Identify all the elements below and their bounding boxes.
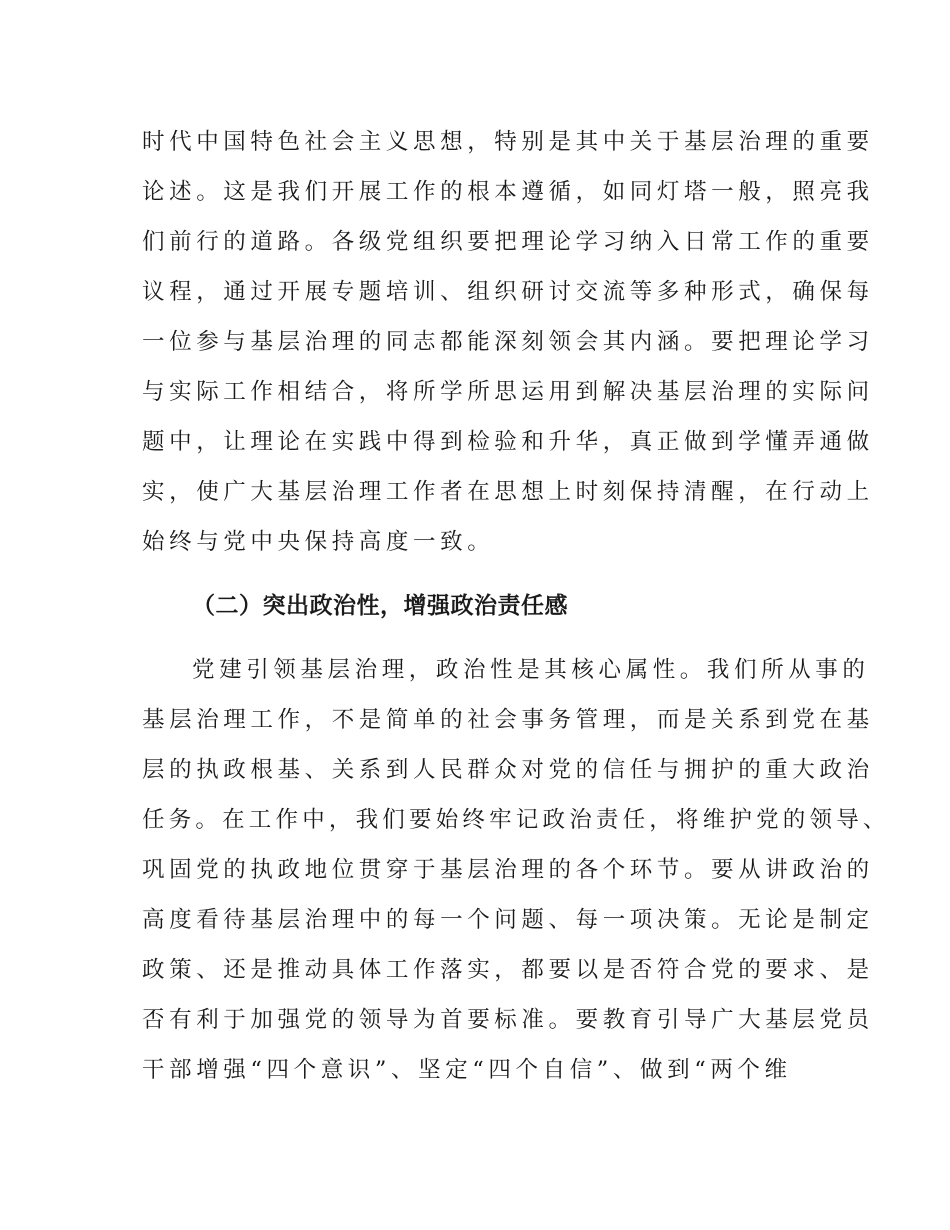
paragraph-line: 时代中国特色社会主义思想，特别是其中关于基层治理的重要 <box>142 129 874 155</box>
paragraph-line: 巩固党的执政地位贯穿于基层治理的各个环节。要从讲政治的 <box>142 857 874 883</box>
paragraph-line: 与实际工作相结合，将所学所思运用到解决基层治理的实际问 <box>142 379 874 405</box>
paragraph-line: 实，使广大基层治理工作者在思想上时刻保持清醒，在行动上 <box>142 479 874 505</box>
paragraph-line: 层的执政根基、关系到人民群众对党的信任与拥护的重大政治 <box>142 757 874 783</box>
paragraph-line: 基层治理工作，不是简单的社会事务管理，而是关系到党在基 <box>142 707 874 733</box>
paragraph-line: 任务。在工作中，我们要始终牢记政治责任，将维护党的领导、 <box>142 807 890 833</box>
section-heading: （二）突出政治性，增强政治责任感 <box>192 593 568 619</box>
paragraph-line: 始终与党中央保持高度一致。 <box>142 529 495 555</box>
paragraph-line: 政策、还是推动具体工作落实，都要以是否符合党的要求、是 <box>142 957 874 983</box>
paragraph-line: 高度看待基层治理中的每一个问题、每一项决策。无论是制定 <box>142 907 874 933</box>
paragraph-line: 议程，通过开展专题培训、组织研讨交流等多种形式，确保每 <box>142 279 874 305</box>
paragraph-line: 党建引领基层治理，政治性是其核心属性。我们所从事的 <box>192 657 870 683</box>
paragraph-line: 否有利于加强党的领导为首要标准。要教育引导广大基层党员 <box>142 1007 874 1033</box>
paragraph-line: 干部增强“四个意识”、坚定“四个自信”、做到“两个维 <box>142 1057 792 1083</box>
paragraph-line: 们前行的道路。各级党组织要把理论学习纳入日常工作的重要 <box>142 229 874 255</box>
paragraph-line: 论述。这是我们开展工作的根本遵循，如同灯塔一般，照亮我 <box>142 179 874 205</box>
paragraph-line: 题中，让理论在实践中得到检验和升华，真正做到学懂弄通做 <box>142 429 874 455</box>
paragraph-line: 一位参与基层治理的同志都能深刻领会其内涵。要把理论学习 <box>142 329 874 355</box>
